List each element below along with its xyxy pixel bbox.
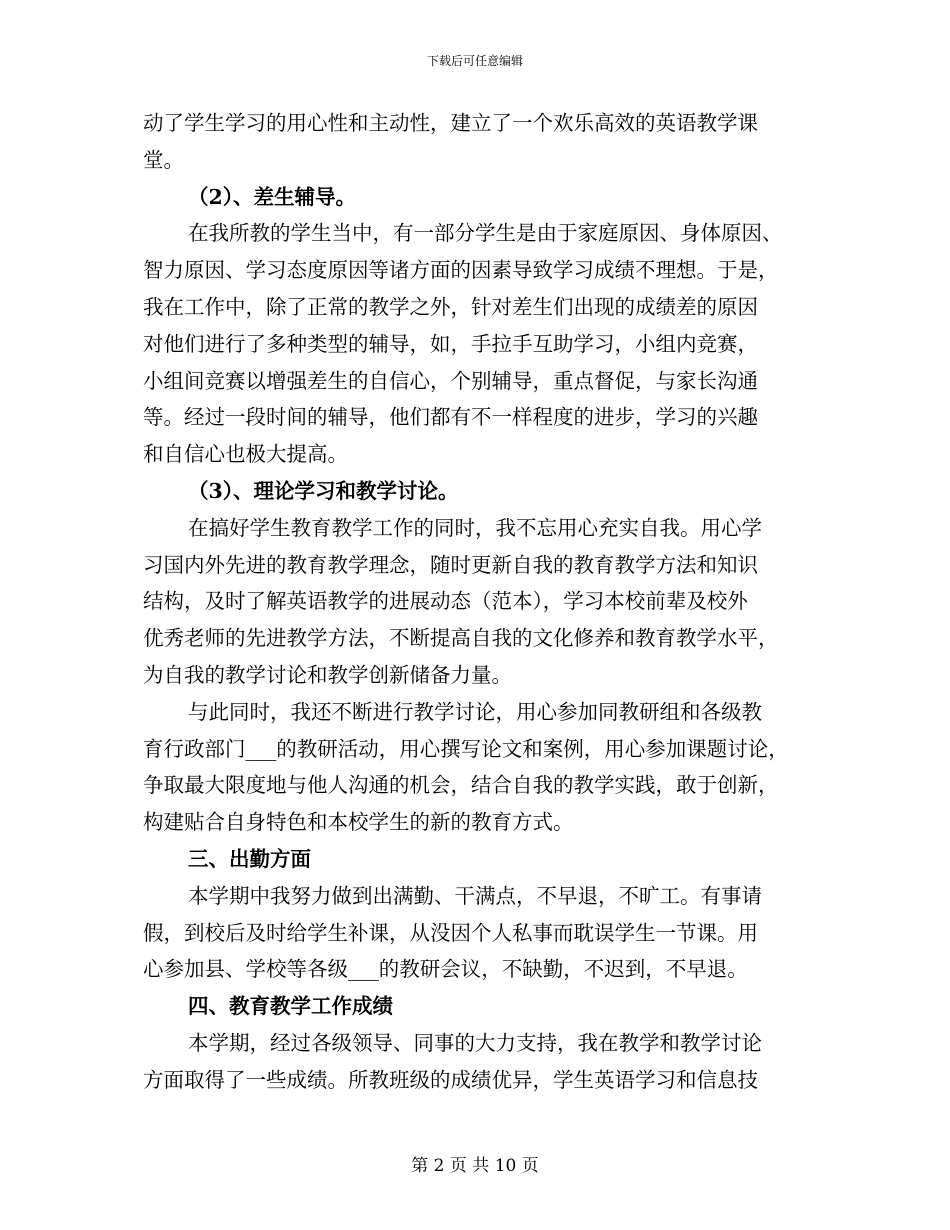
body-text-line: 心参加县、学校等各级___的教研会议，不缺勤，不迟到，不早退。 [143,957,748,982]
body-text-line: 和自信心也极大提高。 [143,442,348,467]
section-heading: （3）、理论学习和教学讨论。 [188,478,459,503]
body-text-line: 在搞好学生教育教学工作的同时，我不忘用心充实自我。用心学 [188,515,762,540]
body-text-line: 我在工作中，除了正常的教学之外，针对差生们出现的成绩差的原因 [143,294,758,319]
body-text-line: 智力原因、学习态度原因等诸方面的因素导致学习成绩不理想。于是， [143,258,779,283]
body-text-line: 本学期中我努力做到出满勤、干满点，不早退，不旷工。有事请 [188,883,762,908]
body-text-line: 习国内外先进的教育教学理念，随时更新自我的教育教学方法和知识 [143,552,758,577]
page-number: 第 2 页 共 10 页 [411,1156,539,1176]
body-text-line: 结构，及时了解英语教学的进展动态（范本），学习本校前辈及校外 [143,589,748,614]
body-text-line: 堂。 [143,147,184,172]
body-text-line: 优秀老师的先进教学方法，不断提高自我的文化修养和教育教学水平， [143,626,779,651]
body-text-line: 构建贴合自身特色和本校学生的新的教育方式。 [143,810,574,835]
body-text-line: 假，到校后及时给学生补课，从没因个人私事而耽误学生一节课。用 [143,920,758,945]
section-heading: 三、出勤方面 [188,846,311,871]
body-text-line: 与此同时，我还不断进行教学讨论，用心参加同教研组和各级教 [188,699,762,724]
section-heading: 四、教育教学工作成绩 [188,994,393,1019]
document-body [143,105,823,1099]
body-text-line: 争取最大限度地与他人沟通的机会，结合自我的教学实践，敢于创新， [143,773,779,798]
page-header: 下载后可任意编辑 [426,54,523,68]
section-heading: （2）、差生辅导。 [188,184,357,209]
body-text-line: 动了学生学习的用心性和主动性，建立了一个欢乐高效的英语教学课 [143,111,758,135]
body-text-line: 育行政部门___的教研活动，用心撰写论文和案例，用心参加课题讨论， [143,736,789,761]
body-text-line: 小组间竞赛以增强差生的自信心，个别辅导，重点督促，与家长沟通 [143,368,758,393]
body-text-line: 对他们进行了多种类型的辅导，如，手拉手互助学习，小组内竞赛， [143,331,758,356]
body-text-line: 方面取得了一些成绩。所教班级的成绩优异，学生英语学习和信息技 [143,1067,758,1092]
body-text-line: 在我所教的学生当中，有一部分学生是由于家庭原因、身体原因、 [188,221,783,246]
body-text-line: 本学期，经过各级领导、同事的大力支持，我在教学和教学讨论 [188,1030,762,1055]
body-text-line: 为自我的教学讨论和教学创新储备力量。 [143,662,512,687]
body-text-line: 等。经过一段时间的辅导，他们都有不一样程度的进步，学习的兴趣 [143,405,758,430]
